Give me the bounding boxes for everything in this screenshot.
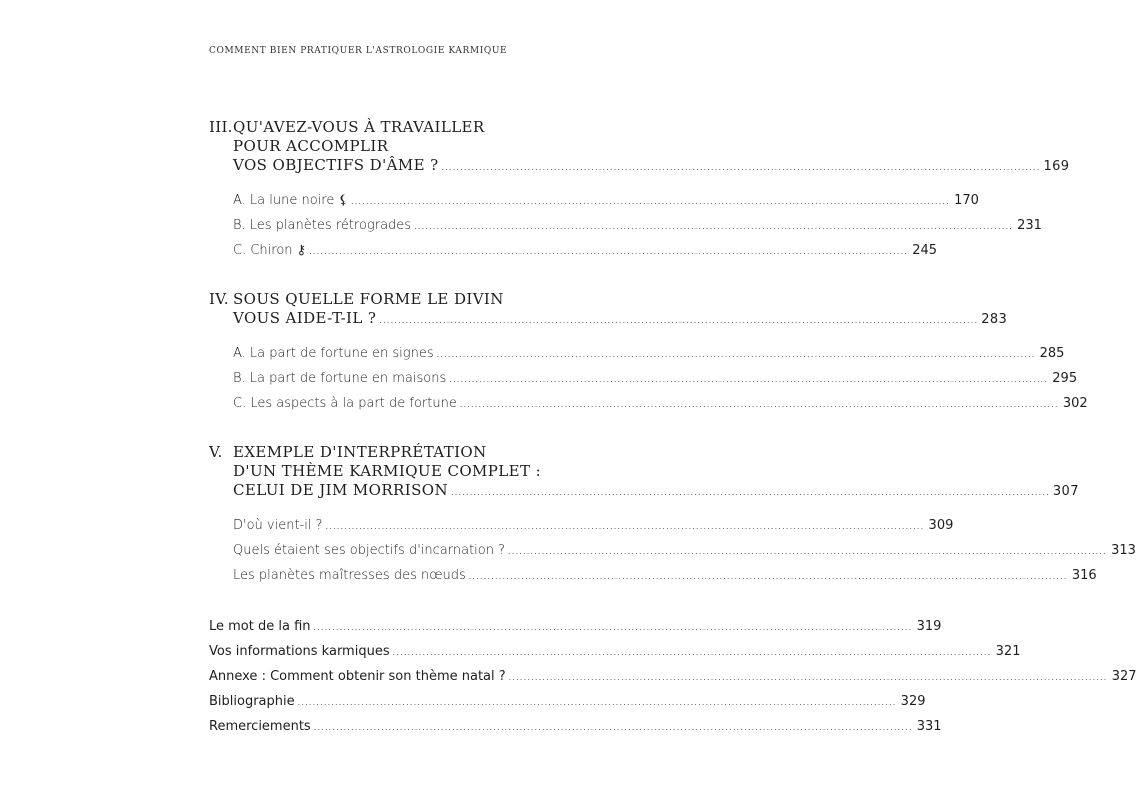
dot-leader: [379, 311, 978, 330]
dot-leader: [298, 691, 897, 715]
section-list: [233, 342, 1088, 417]
toc-entry[interactable]: [209, 690, 926, 715]
page-number: 327: [1111, 669, 1137, 684]
chapter-title-line: POUR ACCOMPLIR: [233, 137, 389, 155]
chapter-title-line: CELUI DE JIM MORRISON: [233, 481, 448, 499]
dot-leader: [393, 641, 992, 665]
entry-label: Remerciements: [209, 719, 311, 734]
entry-label: Annexe : Comment obtenir son thème natal ?: [209, 669, 506, 684]
page-number: 329: [900, 694, 926, 709]
entry-label: D'où vient-il ?: [233, 518, 323, 533]
chapter-5: [209, 443, 1136, 589]
page-number: 331: [916, 719, 942, 734]
chapter-title: [233, 118, 1069, 177]
toc-entry[interactable]: [233, 239, 938, 264]
dot-leader: [451, 483, 1050, 502]
toc-entry[interactable]: [233, 392, 1088, 417]
chapter-heading: [209, 443, 1079, 502]
entry-label: Les planètes maîtresses des nœuds: [233, 568, 466, 583]
dot-leader: [460, 393, 1059, 417]
page-number: 283: [981, 312, 1008, 327]
chapter-heading: [209, 118, 1070, 177]
section-list: [233, 514, 1136, 589]
page-number: 321: [995, 644, 1021, 659]
chapter-title-line: EXEMPLE D'INTERPRÉTATION: [233, 443, 487, 461]
page-number: 295: [1052, 371, 1078, 386]
dot-leader: [442, 158, 1041, 177]
chapter-numeral: III.: [209, 118, 233, 136]
page-number: 307: [1052, 484, 1079, 499]
entry-label: B. Les planètes rétrogrades: [233, 218, 412, 233]
toc-entry[interactable]: [233, 214, 1042, 239]
toc-entry[interactable]: [233, 189, 979, 214]
chapter-title: [233, 290, 1007, 330]
toc-entry[interactable]: [233, 342, 1065, 367]
chapter-numeral: IV.: [209, 290, 229, 308]
page-number: 316: [1071, 568, 1097, 583]
dot-leader: [469, 565, 1068, 589]
page-number: 319: [916, 619, 942, 634]
chapter-title-line: VOUS AIDE-T-IL ?: [233, 309, 377, 327]
toc-entry[interactable]: [209, 640, 1021, 665]
toc-entry[interactable]: [233, 514, 954, 539]
chapter-3: [209, 118, 1070, 264]
table-of-contents: [209, 118, 1137, 740]
entry-label: C. Les aspects à la part de fortune: [233, 396, 457, 411]
dot-leader: [326, 515, 925, 539]
chapter-4: [209, 290, 1088, 417]
running-head: COMMENT BIEN PRATIQUER L'ASTROLOGIE KARMIQUE: [209, 46, 508, 56]
entry-label: A. La part de fortune en signes: [233, 346, 434, 361]
entry-label: B. La part de fortune en maisons: [233, 371, 447, 386]
toc-entry[interactable]: [233, 564, 1097, 589]
toc-entry[interactable]: [209, 665, 1137, 690]
entry-label: Vos informations karmiques: [209, 644, 390, 659]
end-matter-list: [209, 615, 1137, 740]
page-number: 302: [1062, 396, 1088, 411]
chapter-title: [233, 443, 1079, 502]
chapter-title-line: D'UN THÈME KARMIQUE COMPLET :: [233, 462, 542, 480]
chapter-title-line: QU'AVEZ-VOUS À TRAVAILLER: [233, 118, 485, 136]
dot-leader: [508, 540, 1107, 564]
toc-entry[interactable]: [233, 539, 1136, 564]
section-list: [233, 189, 1042, 264]
chapter-title-line: SOUS QUELLE FORME LE DIVIN: [233, 290, 504, 308]
entry-label: Bibliographie: [209, 694, 295, 709]
entry-label: A. La lune noire ⚸: [233, 193, 349, 208]
chapter-title-entry[interactable]: [233, 156, 1069, 177]
page-number: 169: [1043, 159, 1070, 174]
dot-leader: [351, 190, 950, 214]
dot-leader: [314, 716, 913, 740]
dot-leader: [414, 215, 1013, 239]
chapter-title-entry[interactable]: [233, 309, 1007, 330]
chapter-title-entry[interactable]: [233, 481, 1079, 502]
page-number: 231: [1017, 218, 1042, 233]
entry-label: C. Chiron ⚷: [233, 243, 307, 258]
page-number: 313: [1111, 543, 1136, 558]
toc-entry[interactable]: [209, 615, 942, 640]
dot-leader: [449, 368, 1048, 392]
chapter-numeral: V.: [209, 443, 223, 461]
page-number: 285: [1039, 346, 1065, 361]
toc-entry[interactable]: [233, 367, 1078, 392]
dot-leader: [314, 616, 913, 640]
page-number: 170: [954, 193, 979, 208]
dot-leader: [309, 240, 908, 264]
chapter-title-line: VOS OBJECTIFS D'ÂME ?: [233, 156, 439, 174]
dot-leader: [509, 666, 1108, 690]
entry-label: Quels étaient ses objectifs d'incarnation ?: [233, 543, 506, 558]
chapter-heading: [209, 290, 1008, 330]
page-number: 245: [912, 243, 938, 258]
entry-label: Le mot de la fin: [209, 619, 311, 634]
page-number: 309: [928, 518, 954, 533]
dot-leader: [437, 343, 1036, 367]
toc-entry[interactable]: [209, 715, 942, 740]
